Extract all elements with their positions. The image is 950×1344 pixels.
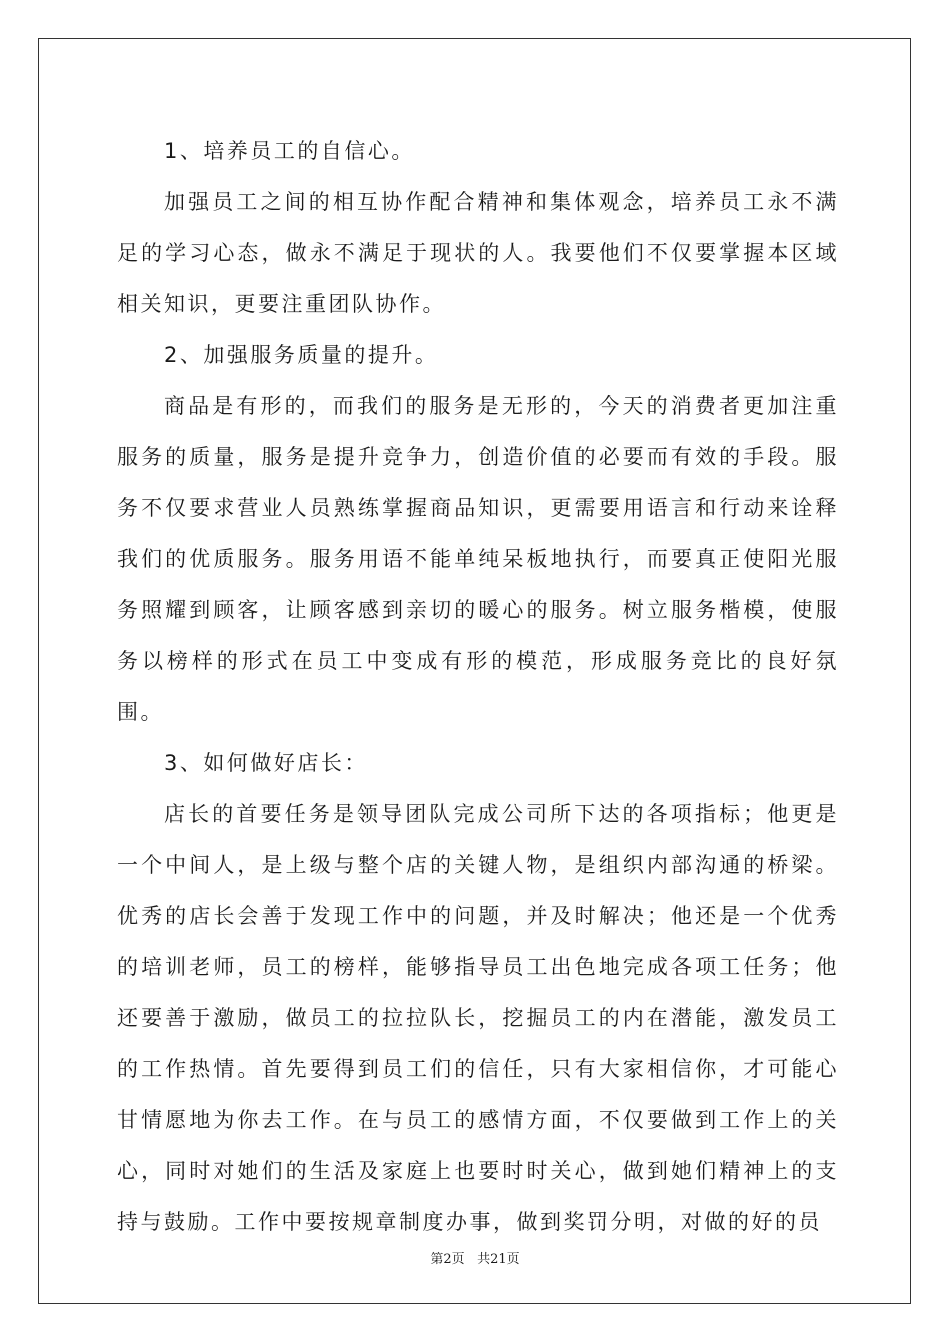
page-total: 共21页: [477, 1252, 520, 1267]
document-body: [117, 126, 839, 1248]
paragraph-heading-3: 3、如何做好店长：: [164, 751, 368, 775]
page-footer: [0, 1248, 950, 1267]
paragraph: 商品是有形的，而我们的服务是无形的，今天的消费者更加注重服务的质量，服务是提升竞争力，创造价值的必要而有效的手段。服务不仅要求营业人员熟练掌握商品知识，更需要用语言和行动来诠释我们的优质服务。服务用语不能单纯呆板地执行，而要真正使阳光服务照耀到顾客，让顾客感到亲切的暖心的服务。树立服务楷模，使服务以榜样的形式在员工中变成有形的模范，形成服务竞比的良好氛围。: [117, 394, 839, 724]
paragraph-heading-2: 2、加强服务质量的提升。: [164, 343, 439, 367]
paragraph: 加强员工之间的相互协作配合精神和集体观念，培养员工永不满足的学习心态，做永不满足于现状的人。我要他们不仅要掌握本区域相关知识，更要注重团队协作。: [117, 190, 839, 316]
page-number: 第2页: [430, 1252, 465, 1267]
paragraph-heading-1: 1、培养员工的自信心。: [164, 139, 415, 163]
paragraph: 店长的首要任务是领导团队完成公司所下达的各项指标；他更是一个中间人，是上级与整个店的关键人物，是组织内部沟通的桥梁。优秀的店长会善于发现工作中的问题，并及时解决；他还是一个优秀的培训老师，员工的榜样，能够指导员工出色地完成各项工任务；他还要善于激励，做员工的拉拉队长，挖掘员工的内在潜能，激发员工的工作热情。首先要得到员工们的信任，只有大家相信你，才可能心甘情愿地为你去工作。在与员工的感情方面，不仅要做到工作上的关心，同时对她们的生活及家庭上也要时时关心，做到她们精神上的支持与鼓励。工作中要按规章制度办事，做到奖罚分明，对做的好的员: [117, 802, 839, 1234]
